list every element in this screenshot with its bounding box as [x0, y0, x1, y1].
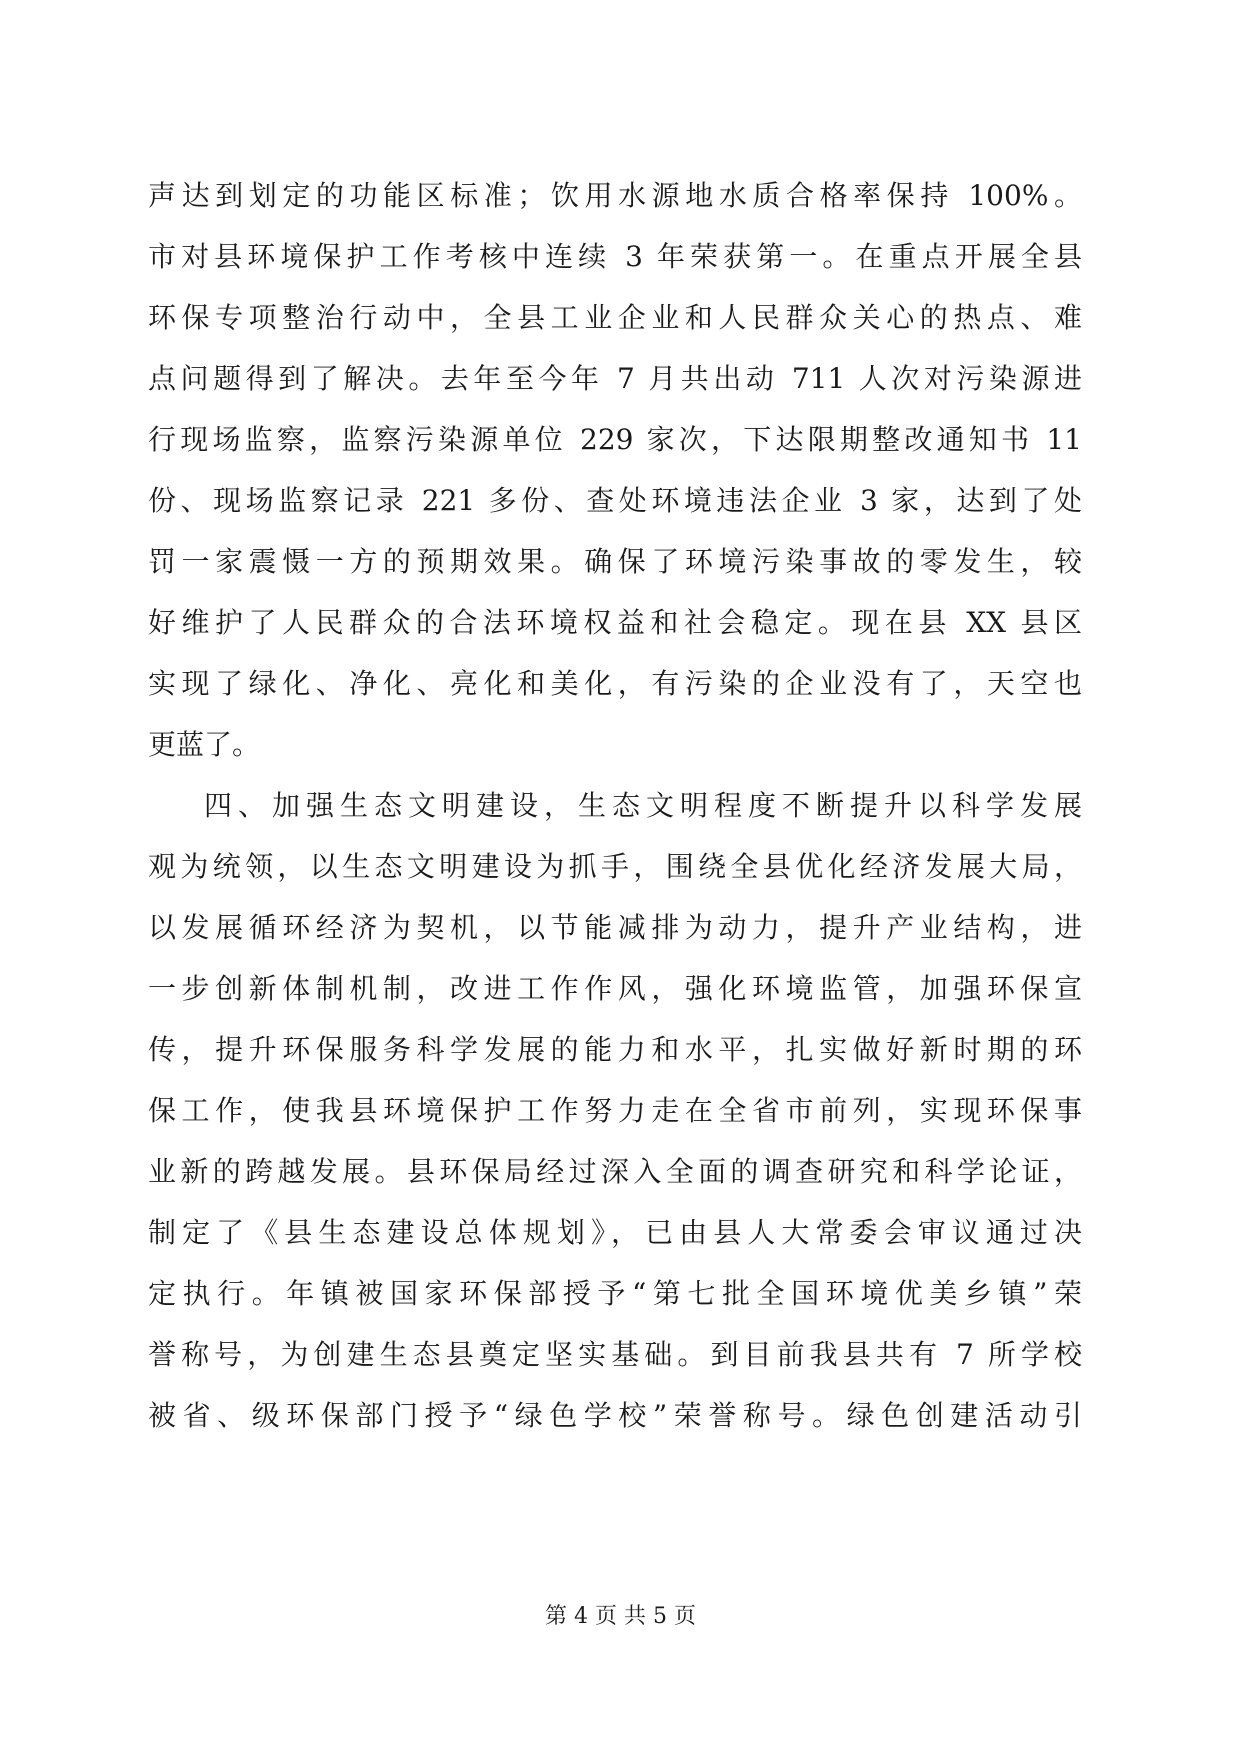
- paragraph-2-line-10: 誉称号，为创建生态县奠定坚实基础。到目前我县共有 7 所学校: [148, 1338, 1082, 1371]
- paragraph-2-line-3: 以发展循环经济为契机，以节能减排为动力，提升产业结构，进: [148, 911, 1082, 944]
- paragraph-1-line-1: 声达到划定的功能区标准；饮用水源地水质合格率保持 100%。: [148, 179, 1082, 212]
- paragraph-1-line-9: 实现了绿化、净化、亮化和美化，有污染的企业没有了，天空也: [148, 667, 1082, 700]
- paragraph-2-line-6: 保工作，使我县环境保护工作努力走在全省市前列，实现环保事: [148, 1094, 1082, 1127]
- paragraph-2-line-11: 被省、级环保部门授予“绿色学校”荣誉称号。绿色创建活动引: [148, 1399, 1082, 1432]
- paragraph-1-line-3: 环保专项整治行动中，全县工业企业和人民群众关心的热点、难: [148, 301, 1082, 334]
- paragraph-1-line-4: 点问题得到了解决。去年至今年 7 月共出动 711 人次对污染源进: [148, 362, 1082, 395]
- paragraph-1-line-7: 罚一家震慑一方的预期效果。确保了环境污染事故的零发生，较: [148, 545, 1082, 578]
- paragraph-1-line-10: 更蓝了。: [148, 728, 261, 761]
- paragraph-2-line-1: 四、加强生态文明建设，生态文明程度不断提升以科学发展: [204, 789, 1082, 822]
- paragraph-1-line-2: 市对县环境保护工作考核中连续 3 年荣获第一。在重点开展全县: [148, 240, 1082, 273]
- page-number-footer: 第 4 页 共 5 页: [545, 1604, 696, 1629]
- paragraph-2-line-9: 定执行。年镇被国家环保部授予“第七批全国环境优美乡镇”荣: [148, 1277, 1082, 1310]
- paragraph-2-line-2: 观为统领，以生态文明建设为抓手，围绕全县优化经济发展大局，: [148, 850, 1082, 883]
- paragraph-2-line-7: 业新的跨越发展。县环保局经过深入全面的调查研究和科学论证，: [148, 1155, 1082, 1188]
- paragraph-2-line-5: 传，提升环保服务科学发展的能力和水平，扎实做好新时期的环: [148, 1033, 1082, 1066]
- paragraph-1-line-8: 好维护了人民群众的合法环境权益和社会稳定。现在县 XX 县区: [148, 606, 1082, 639]
- paragraph-2-line-8: 制定了《县生态建设总体规划》，已由县人大常委会审议通过决: [148, 1216, 1082, 1249]
- paragraph-2-line-4: 一步创新体制机制，改进工作作风，强化环境监管，加强环保宣: [148, 972, 1082, 1005]
- paragraph-1-line-6: 份、现场监察记录 221 多份、查处环境违法企业 3 家，达到了处: [148, 484, 1082, 517]
- paragraph-1-line-5: 行现场监察，监察污染源单位 229 家次，下达限期整改通知书 11: [148, 423, 1082, 456]
